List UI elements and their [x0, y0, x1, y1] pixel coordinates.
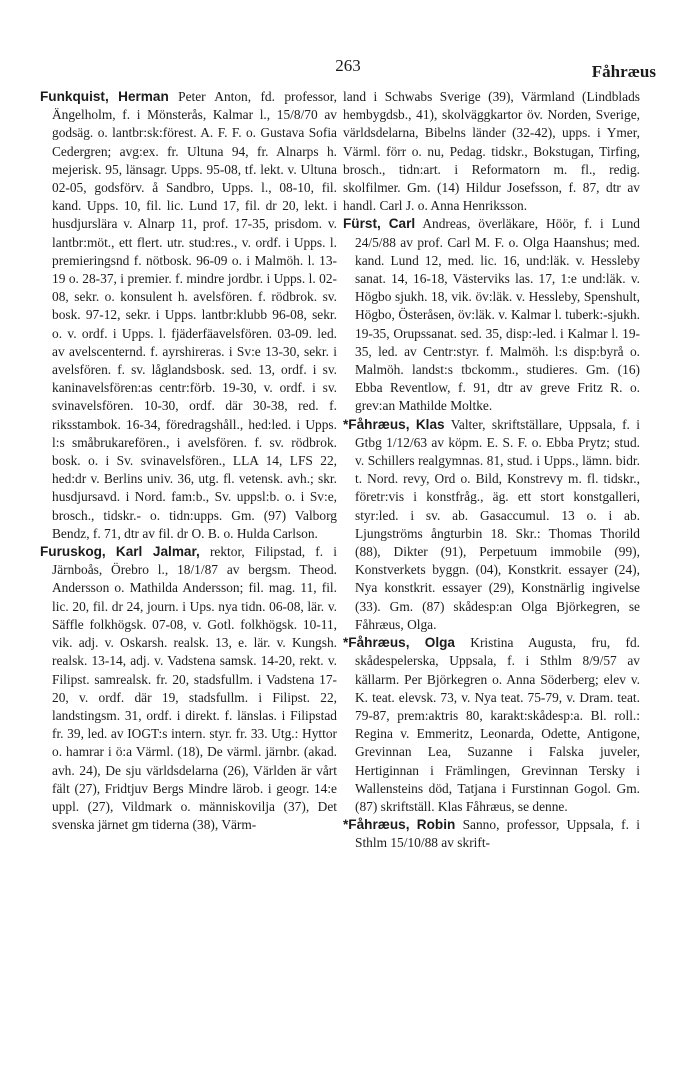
- right-column: [343, 88, 640, 853]
- entry-body: Andreas, överläkare, Höör, f. i Lund 24/5/88 av prof. Carl M. F. o. Olga Haanshus; med. kand. Lund 12, med. lic. 16, und:läk. v. Hessleby sanat. 14, 16-18, Västerviks las. 17, 1:e und:läk. v. Högbo sjukh. 18, vik. öv:läk. v. Hessleby, Spenshult, Högbo, Österåsen, öv:läk. v. Kalmar l. tuberk:-sjukh. 19-35, Orupssanat. sed. 35, disp:-led. i Kalmar l. 19-35, led. av Centr:styr. f. Malmöh. l:s disp:byrå o. Malmöh. landst:s tbckomm., studieres. Gm. (16) Ebba Reventlow, f. 91, dtr av greve Fritz R. o. grev:an Mathilde Moltke.: [355, 216, 640, 414]
- left-column: [40, 88, 337, 834]
- entry-given-name: Herman: [118, 89, 169, 104]
- entry-surname: Funkquist,: [40, 89, 109, 104]
- entry-body: Valter, skriftställare, Uppsala, f. i Gtbg 1/12/63 av köpm. E. S. F. o. Ebba Prytz; stud. v. Schillers realgymnas. 81, stud. i Upps., lämn. bidr. t. Nord. revy, Ord o. Bild, Konstrevy m. fl. tidskr., företr:vis i konstfråg., äg. ett stort konstgalleri, styr:led. i sv. ab. Gasaccumul. 13 o. i ab. Ljungströms ångturbin 18. Skr.: Thomas Thorild (88), Dikter (91), Perpetuum immobile (99), Konstverkets byggn. (04), Konstkrit. essayer (24), Nya konstkrit. essayer (29), Konstnärlig ingivelse (33). Gm. (87) skådesp:an Olga Björkegren, se Fåhræus, Olga.: [355, 416, 640, 632]
- running-head: Fåhræus: [591, 62, 656, 81]
- entry-body: Kristina Augusta, fru, fd. skådespelerska, Uppsala, f. i Sthlm 8/9/57 av källarm. Per Björkegren o. Anna Söderberg; elev v. K. teat. elevsk. 73, v. Nya teat. 75-79, v. Dram. teat. 79-87, prem:aktris 80, karakt:skådesp:a. Bl. roll.: Regina v. Emmeritz, Leonarda, Odette, Antigone, Grevinnan Lea, Suzanne i Falska juveler, Hertiginnan i Främlingen, Grevinnan Tersky i Wallensteins död, Tatjana i Furstinnan Gogol. Gm. (87) skriftställ. Klas Fåhræus, se denne.: [355, 635, 640, 814]
- entry-given-name: Karl Jalmar,: [115, 544, 200, 560]
- entry-given-name: Olga: [424, 635, 455, 651]
- entry-surname: *Fåhræus,: [343, 635, 410, 651]
- entry-furuskog: [40, 543, 337, 834]
- entry-furst: [343, 215, 640, 415]
- entry-fahraeus-olga: [343, 634, 640, 816]
- page-number: 263: [335, 56, 361, 75]
- entry-surname: Furuskog,: [40, 544, 106, 560]
- entry-body: Sanno, professor, Uppsala, f. i Sthlm 15/10/88 av skrift-: [355, 817, 640, 851]
- entry-body: Peter Anton, fd. professor, Ängelholm, f. i Mönsterås, Kalmar l., 15/8/70 av godsäg. o. lantbr:sk:förest. A. F. F. o. Gustava Sofia Cedergren; avg:ex. fr. Ultuna 94, fr. Alnarps h. mejerisk. 95, länsagr. Upps. 95-08, tf. lekt. v. Ultuna 02-05, godsförv. å Sandbro, Upps. l., 08-10, fil. kand. Upps. 10, fil. lic. Lund 17, fil. dr 20, lekt. i husdjurslära v. Alnarp 11, prof. 17-35, prisdom. v. lantbr:möt., ett flert. utr. stud:res., v. ordf. i Upps. l. premieringsnd f. nötbosk. 96-09 o. i Malmöh. l. 13-19 o. 28-37, i premier. f. mindre jordbr. i Upps. l. 02-08, sekr. o. konsulent h. avelsfören. f. rödbrok. sv. bosk. 97-12, sekr. i Upps. lantbr:klubb 96-08, sekr. o. v. ordf. i Upps. l. fjäderfäavelsfören. 03-09. led. av avelscenternd. f. ayrshireras. i Sv:e 13-30, sekr. i avelsfören. f. sv. låglandsbosk. sed. 13, ordf. i sv. kaninavelsfören:as centr:förb. 19-30, v. ordf. i sv. svinavelsfören. 10-30, ordf. där 30-38, red. f. riksstambok. 16-34, föredragshåll., hed:led. i Upps. l:s småbrukarefören., i avelsfören. f. sv. rödbrok. bosk. o. i Sv. svinavelsfören., LLA 14, LFS 22, hed:dr v. Berlins univ. 36, utg. fl. vetensk. avh.; skr. husdjursavd. i Nord. fam:b., Sv. uppsl:b. o. i Sv:e, brosch., tidskr.- o. tidn:upps. Gm. (97) Valborg Bendz, f. 71, dtr av fil. dr O. B. o. Hulda Carlson.: [52, 89, 337, 541]
- entry-surname: *Fåhræus,: [343, 416, 410, 432]
- entry-given-name: Klas: [415, 416, 445, 432]
- entry-fahraeus-robin: [343, 816, 640, 852]
- entry-surname: *Fåhræus,: [343, 817, 410, 833]
- entry-given-name: Robin: [416, 817, 456, 833]
- entry-furuskog-continued: [343, 88, 640, 215]
- entry-body: land i Schwabs Sverige (39), Värmland (Lindblads hembygdsb., 41), skolväggkartor öv. Norden, Sverige, världsdelarna, Bibelns länder (32-42), upps. i Ymer, Värml. förr o. nu, Pedag. tidskr., Bokstugan, Tirfing, brosch., tidn:art. i Reformatorn m. fl., redig. skolfilmer. Gm. (14) Hildur Josefsson, f. 87, dtr av handl. Carl J. o. Anna Henriksson.: [343, 89, 640, 214]
- entry-fahraeus-klas: [343, 416, 640, 634]
- entry-body: rektor, Filipstad, f. i Järnboås, Örebro l., 18/1/87 av bergsm. Theod. Andersson o. Mathilda Andersson; fil. mag. 11, fil. lic. 20, fil. dr 24, journ. i Ups. nya tidn. 06-08, lär. v. Säffle folkhögsk. 07-08, v. Gotl. folkhögsk. 10-11, vik. adj. v. Oskarsh. realsk. 13, e. lär. v. Kungsh. realsk. 13-14, adj. v. Vadstena samsk. 14-20, rekt. v. Filipst. samrealsk. fr. 20, stadsfullm. i Vadstena 17-20, v. ordf. där 19, stadsfullm. i Filipst. 22, landstingsm. 31, ordf. i direkt. f. länslas. i Filipstad fr. 39, led. av IOGT:s intern. styr. fr. 33. Utg.: Hyttor o. hamrar i ö:a Värml. (18), De värml. järnbr. (akad. avh. 24), De sju världsdelarna (26), Världen är vårt fält (27), Fridtjuv Bergs Mindre lärob. i geogr. 14:e uppl. (27), Vildmark o. människovilja (37), Det svenska järnet gm tiderna (38), Värm-: [52, 544, 337, 833]
- entry-given-name: Carl: [388, 216, 416, 232]
- entry-funkquist: [40, 88, 337, 543]
- entry-surname: Fürst,: [343, 216, 381, 232]
